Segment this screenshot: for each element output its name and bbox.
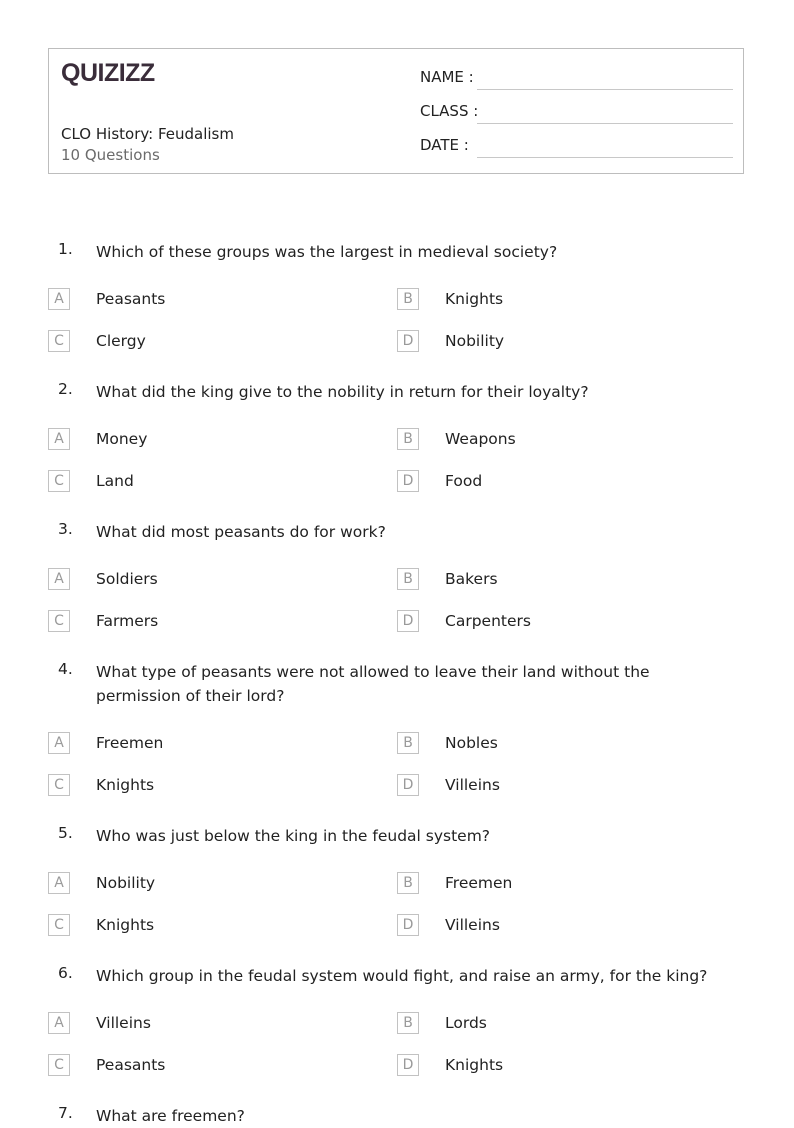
question-text: Which group in the feudal system would fight, and raise an army, for the king? [96,967,708,985]
question-text: What did the king give to the nobility in return for their loyalty? [96,383,589,401]
option-c-box[interactable]: C [48,470,70,492]
question-text: Which of these groups was the largest in medieval society? [96,243,558,261]
option-d-text: Villeins [445,776,500,794]
option-d-box[interactable]: D [397,1054,419,1076]
option-b-box[interactable]: B [397,1012,419,1034]
question-text: Who was just below the king in the feudal system? [96,827,491,845]
option-d-box[interactable]: D [397,330,419,352]
option-b-text: Lords [445,1014,487,1032]
option-b-box[interactable]: B [397,288,419,310]
option-a-text: Money [96,430,148,448]
option-a-box[interactable]: A [48,872,70,894]
question-number: 5. [58,824,73,842]
option-b-box[interactable]: B [397,568,419,590]
worksheet-title: CLO History: Feudalism [61,125,234,143]
quizizz-logo: QUIZIZZ [61,59,155,87]
option-b-text: Bakers [445,570,498,588]
option-b-box[interactable]: B [397,428,419,450]
option-b-text: Nobles [445,734,498,752]
class-label: CLASS : [420,102,479,120]
date-line [477,157,733,158]
option-d-box[interactable]: D [397,914,419,936]
question-text: What did most peasants do for work? [96,523,386,541]
option-b-box[interactable]: B [397,732,419,754]
worksheet-header [48,48,744,174]
option-a-box[interactable]: A [48,288,70,310]
option-c-text: Peasants [96,1056,166,1074]
option-a-text: Villeins [96,1014,151,1032]
option-d-text: Food [445,472,483,490]
option-a-box[interactable]: A [48,428,70,450]
question-number: 3. [58,520,73,538]
option-d-text: Carpenters [445,612,531,630]
option-b-text: Knights [445,290,504,308]
option-c-text: Knights [96,916,155,934]
option-c-box[interactable]: C [48,914,70,936]
option-c-text: Land [96,472,134,490]
option-a-box[interactable]: A [48,732,70,754]
option-d-box[interactable]: D [397,774,419,796]
question-count: 10 Questions [61,146,160,164]
option-d-box[interactable]: D [397,470,419,492]
option-d-text: Knights [445,1056,504,1074]
option-a-text: Freemen [96,734,164,752]
option-b-text: Weapons [445,430,516,448]
question-text: What are freemen? [96,1107,245,1125]
name-line [477,89,733,90]
option-c-box[interactable]: C [48,330,70,352]
option-a-text: Nobility [96,874,156,892]
option-c-box[interactable]: C [48,610,70,632]
option-c-text: Clergy [96,332,146,350]
option-a-box[interactable]: A [48,1012,70,1034]
option-c-text: Knights [96,776,155,794]
question-text: What type of peasants were not allowed to leave their land without the permission of their lord? [96,663,650,705]
question-number: 6. [58,964,73,982]
option-c-box[interactable]: C [48,1054,70,1076]
question-number: 2. [58,380,73,398]
option-c-box[interactable]: C [48,774,70,796]
option-d-text: Nobility [445,332,505,350]
question-number: 7. [58,1104,73,1122]
date-label: DATE : [420,136,469,154]
class-line [477,123,733,124]
option-b-box[interactable]: B [397,872,419,894]
name-label: NAME : [420,68,474,86]
option-a-box[interactable]: A [48,568,70,590]
question-number: 1. [58,240,73,258]
question-number: 4. [58,660,73,678]
option-b-text: Freemen [445,874,513,892]
option-a-text: Peasants [96,290,166,308]
option-d-box[interactable]: D [397,610,419,632]
option-c-text: Farmers [96,612,159,630]
option-d-text: Villeins [445,916,500,934]
option-a-text: Soldiers [96,570,158,588]
